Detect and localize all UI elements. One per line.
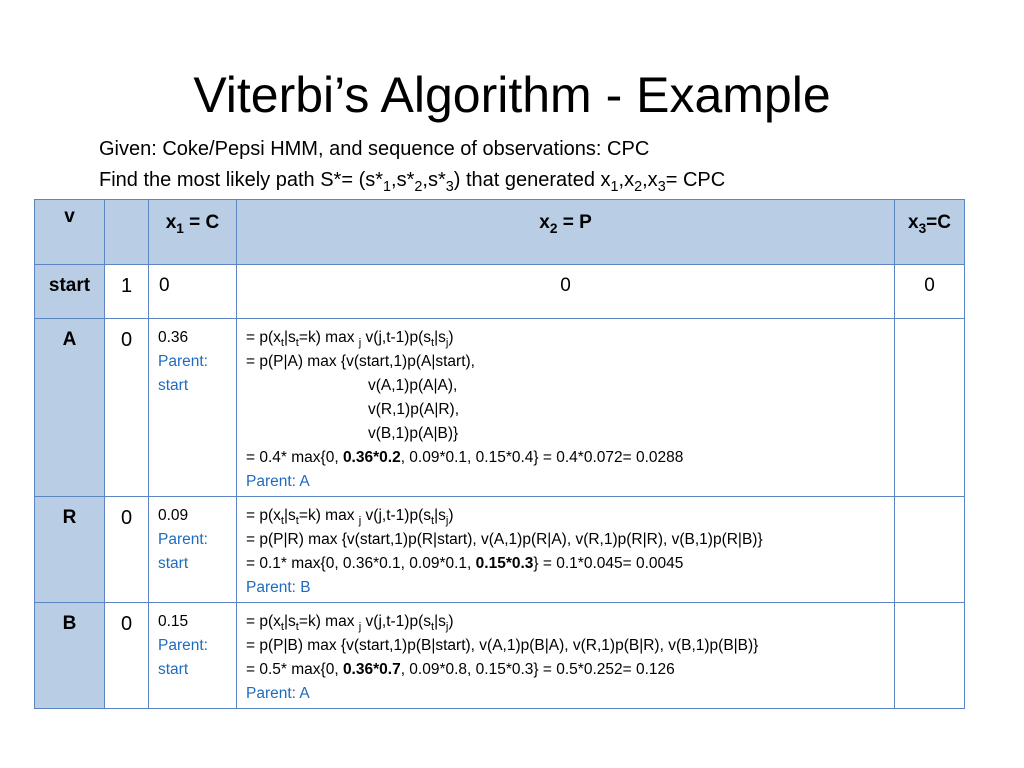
b-formula-result: = 0.5* max{0, 0.36*0.7, 0.09*0.8, 0.15*0.3} = 0.5*0.252= 0.126 [246, 661, 675, 678]
start-x3-value: 0 [895, 265, 965, 319]
row-label-r: R [35, 497, 105, 603]
row-label-b: B [35, 603, 105, 709]
b-formula-line-2: = p(P|B) max {v(start,1)p(B|start), v(A,1)p(B|A), v(R,1)p(B|R), v(B,1)p(B|B)} [246, 637, 759, 654]
find-text: Find the most likely path $S*= (s*_1,s*_2,s*_3)$ that generated $x_1,x_2,x_3=$ CPC [99, 169, 726, 195]
row-label-start: start [35, 265, 105, 319]
r-x2-parent: Parent: B [246, 579, 311, 596]
a-init-value: 0 [105, 319, 149, 497]
a-x1-value: 0.36 [158, 329, 189, 346]
a-formula-line-3: v(A,1)p(A|A), [368, 377, 458, 394]
header-x3: $x_3=C$ [895, 200, 965, 265]
b-x1-value: 0.15 [158, 613, 189, 630]
r-formula-line-1: = $p(x_t|s_t=k)$ max $_j$ $v(j,t-1)p(s_t|s_j)$ [246, 507, 454, 528]
table-row-r [35, 497, 965, 603]
r-formula-result: = 0.1* max{0, 0.36*0.1, 0.09*0.1, 0.15*0.3} = 0.1*0.045= 0.0045 [246, 555, 684, 572]
a-formula-line-1: = $p(x_t|s_t=k)$ max $_j$ $v(j,t-1)p(s_t|s_j)$ [246, 329, 454, 350]
start-init-value: 1 [105, 265, 149, 319]
table-header-row [35, 200, 965, 265]
b-x2-parent: Parent: A [246, 685, 310, 702]
a-formula-line-5: v(B,1)p(A|B)} [368, 425, 459, 442]
r-x1-value: 0.09 [158, 507, 189, 524]
a-formula-line-4: v(R,1)p(A|R), [368, 401, 460, 418]
a-x2-parent: Parent: A [246, 473, 310, 490]
header-x1: $x_1 = C$ [149, 200, 237, 265]
given-text: Given: Coke/Pepsi HMM, and sequence of observations: CPC [99, 138, 650, 160]
a-x1-cell [149, 319, 237, 497]
start-x1-value: 0 [149, 265, 237, 319]
header-v: v [35, 200, 105, 265]
b-x1-cell [149, 603, 237, 709]
b-x1-parent-value: start [158, 661, 189, 678]
r-x2-cell [237, 497, 895, 603]
a-x1-parent-value: start [158, 377, 189, 394]
b-x3-cell [895, 603, 965, 709]
r-x1-parent-label: Parent: [158, 531, 208, 548]
slide-title: Viterbi’s Algorithm - Example [193, 67, 831, 123]
table-row-start [35, 265, 965, 319]
table-row-a [35, 319, 965, 497]
a-x3-cell [895, 319, 965, 497]
table-row-b [35, 603, 965, 709]
r-init-value: 0 [105, 497, 149, 603]
start-x2-value: 0 [237, 265, 895, 319]
r-x3-cell [895, 497, 965, 603]
viterbi-table [34, 199, 965, 709]
r-x1-cell [149, 497, 237, 603]
row-label-a: A [35, 319, 105, 497]
header-empty [105, 200, 149, 265]
a-formula-line-2: = p(P|A) max {v(start,1)p(A|start), [246, 353, 475, 370]
a-x2-cell [237, 319, 895, 497]
r-formula-line-2: = p(P|R) max {v(start,1)p(R|start), v(A,1)p(R|A), v(R,1)p(R|R), v(B,1)p(R|B)} [246, 531, 763, 548]
a-formula-result: = 0.4* max{0, 0.36*0.2, 0.09*0.1, 0.15*0.4} = 0.4*0.072= 0.0288 [246, 449, 684, 466]
r-x1-parent-value: start [158, 555, 189, 572]
b-init-value: 0 [105, 603, 149, 709]
b-x2-cell [237, 603, 895, 709]
b-formula-line-1: = $p(x_t|s_t=k)$ max $_j$ $v(j,t-1)p(s_t|s_j)$ [246, 613, 454, 634]
b-x1-parent-label: Parent: [158, 637, 208, 654]
a-x1-parent-label: Parent: [158, 353, 208, 370]
header-x2: $x_2 = P$ [237, 200, 895, 265]
